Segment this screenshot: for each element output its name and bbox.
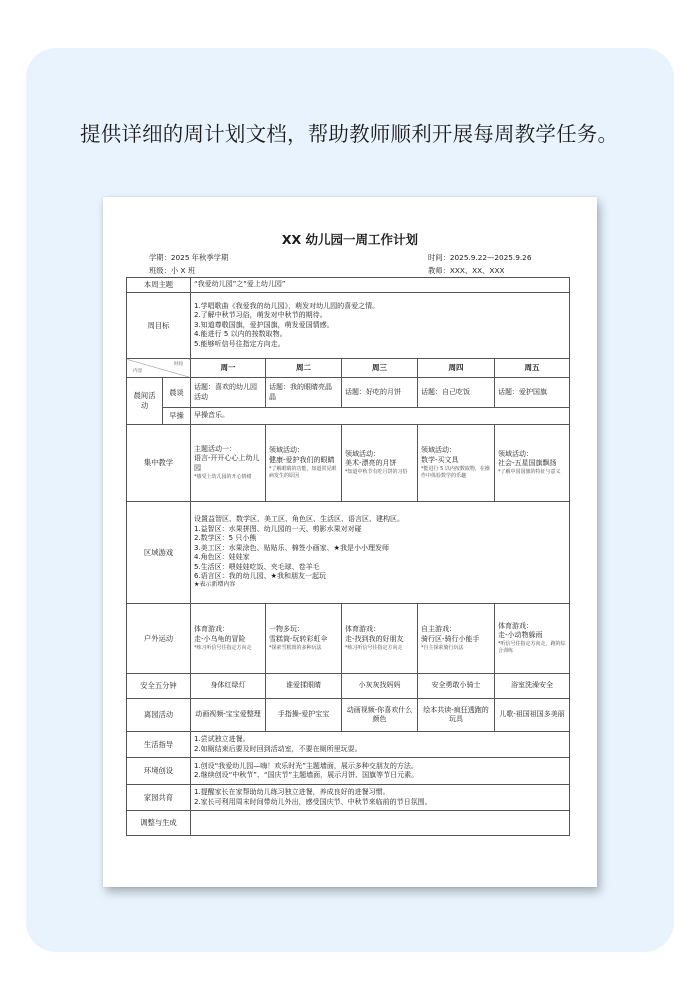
adjust-value	[191, 811, 570, 836]
outdoor-cell: 体育游戏： 走-小乌龟的冒险 *练习听信号往指定方向走	[191, 604, 266, 674]
life-label: 生活指导	[127, 732, 191, 758]
outdoor-cell: 一物多玩： 雪糕筒-玩转彩虹伞 *探索雪糕筒的多种玩法	[266, 604, 342, 674]
outdoor-cell: 体育游戏： 走-找到我的好朋友 *练习听信号往指定方向走	[342, 604, 418, 674]
day-header-fri: 周五	[495, 359, 570, 378]
goals-row	[127, 293, 570, 359]
talk-cell: 话题：喜欢的幼儿园活动	[191, 378, 266, 408]
goals-list	[191, 293, 570, 359]
goals-label: 周目标	[127, 293, 191, 359]
morning-talk-row	[127, 378, 570, 408]
goal-item: 4.能进行 5 以内的按数取物。	[194, 330, 287, 339]
talk-cell: 话题：爱护国旗	[495, 378, 570, 408]
safety-row	[127, 674, 570, 699]
areas-list	[191, 502, 570, 604]
home-list	[191, 785, 570, 811]
area-line: 设置益智区、数学区、美工区、角色区、生活区、语言区、建构区。	[194, 515, 404, 524]
morning-label: 晨间活动	[127, 378, 163, 425]
leaving-label: 离园活动	[127, 699, 191, 732]
leaving-cell: 动画视频-宝宝爱整理	[191, 699, 266, 732]
talk-cell: 话题：我的眼睛亮晶晶	[266, 378, 342, 408]
headline: 提供详细的周计划文档，帮助教师顺利开展每周教学任务。	[80, 122, 619, 146]
diagonal-header-cell	[127, 359, 191, 378]
exercise-label: 早操	[163, 408, 191, 425]
safety-cell: 浴室洗澡安全	[495, 674, 570, 699]
plan-document	[103, 197, 597, 887]
group-teaching-row	[127, 425, 570, 502]
outdoor-cell: 自主游戏： 骑行区-骑行小能手 *自主探索骑行玩法	[418, 604, 495, 674]
adjust-row	[127, 811, 570, 836]
environment-row	[127, 758, 570, 785]
area-line: 4.角色区：娃娃家	[194, 553, 250, 562]
class-label: 班级：小 X 班	[149, 266, 196, 275]
home-label: 家园共育	[127, 785, 191, 811]
content-corner-label: 内容	[133, 368, 143, 374]
goal-item: 1.学唱歌曲《我爱我的幼儿园》，萌发对幼儿园的喜爱之情。	[194, 301, 380, 310]
safety-cell: 安全勇敢小骑士	[418, 674, 495, 699]
time-range: 时间：2025.9.22—2025.9.26	[428, 253, 532, 262]
area-line: 1.益智区：水果拼图、幼儿园的一天、剪影水果对对碰	[194, 524, 362, 533]
area-line: 5.生活区：喂娃娃吃饭、夹毛球、卷羊毛	[194, 562, 320, 571]
day-header-thu: 周四	[418, 359, 495, 378]
day-header-row	[127, 359, 570, 378]
time-corner-label: 时间	[173, 362, 183, 367]
day-header-wed: 周三	[342, 359, 418, 378]
area-line: 6.语言区：我的幼儿园、★我和朋友一起玩	[194, 572, 326, 581]
leaving-cell: 儿歌-祖国祖国多美丽	[495, 699, 570, 732]
environment-list	[191, 758, 570, 785]
area-line: 3.美工区：水果涂色、贴贴乐、棉签小画家、★我是小小理发师	[194, 543, 389, 552]
exercise-value: 早操音乐。	[191, 408, 570, 425]
goal-item: 3.知道尊敬国旗，爱护国旗，萌发爱国情感。	[194, 320, 334, 329]
talk-label: 晨谈	[163, 378, 191, 408]
home-row	[127, 785, 570, 811]
group-cell: 领域活动： 数学-买文具 *能进行 5 以内按数取物，在操作中体验数学的乐趣	[418, 425, 495, 502]
morning-exercise-row	[127, 408, 570, 425]
plan-table	[126, 277, 570, 836]
leaving-row	[127, 699, 570, 732]
life-line: 1.尝试独立进餐。	[194, 735, 250, 744]
outdoor-cell: 体育游戏： 走-小动物躲雨 *听信号往指定方向走，跑的综合训练	[495, 604, 570, 674]
outdoor-row	[127, 604, 570, 674]
group-cell: 领域活动： 美术-漂亮的月饼 *知道中秋节有吃月饼的习俗	[342, 425, 418, 502]
safety-cell: 谁爱揉眼睛	[266, 674, 342, 699]
life-list	[191, 732, 570, 758]
leaving-cell: 手指操-爱护宝宝	[266, 699, 342, 732]
day-header-mon: 周一	[191, 359, 266, 378]
group-label: 集中教学	[127, 425, 191, 502]
safety-cell: 小灰灰找妈妈	[342, 674, 418, 699]
outdoor-label: 户外运动	[127, 604, 191, 674]
safety-label: 安全五分钟	[127, 674, 191, 699]
goal-item: 2.了解中秋节习俗，萌发对中秋节的期待。	[194, 311, 327, 320]
leaving-cell: 动画视频-你喜欢什么颜色	[342, 699, 418, 732]
area-line: 2.数学区：5 只小熊	[194, 534, 257, 543]
day-header-tue: 周二	[266, 359, 342, 378]
safety-cell: 身体红绿灯	[191, 674, 266, 699]
home-line: 2.家长可利用周末时间带幼儿外出，感受国庆节、中秋节来临前的节日氛围。	[194, 797, 432, 806]
adjust-label: 调整与生成	[127, 811, 191, 836]
group-cell: 主题活动一： 语言-开开心心上幼儿园 *感受上幼儿园的开心情绪	[191, 425, 266, 502]
leaving-cell: 绘本共读-疯狂透跑的玩具	[418, 699, 495, 732]
environment-line: 2.继续创设“中秋节”、“国庆节”主题墙面，展示月饼、国旗等节日元素。	[194, 771, 419, 779]
goal-item: 5.能够听信号往指定方向走。	[194, 339, 285, 348]
group-cell: 领域活动： 社会-五星国旗飘扬 *了解中国国旗的特征与意义	[495, 425, 570, 502]
group-cell: 领域活动： 健康-爱护我们的眼睛 *了解眼睛的功能，知道常见眼病发生的原因	[266, 425, 342, 502]
environment-label: 环境创设	[127, 758, 191, 785]
theme-value: “我爱幼儿园”之“爱上幼儿园”	[191, 278, 570, 293]
talk-cell: 话题：自己吃饭	[418, 378, 495, 408]
semester-label: 学期：2025 年秋季学期	[149, 253, 229, 262]
talk-cell: 话题：好吃的月饼	[342, 378, 418, 408]
area-games-row	[127, 502, 570, 604]
life-line: 2.如厕结束后要及时回到活动室，不要在厕所里玩耍。	[194, 744, 362, 753]
home-line: 1.提醒家长在家帮助幼儿练习独立进餐，养成良好的进餐习惯。	[194, 788, 390, 797]
theme-row	[127, 278, 570, 293]
teachers-label: 教师：XXX、XX、XXX	[428, 266, 505, 275]
doc-title: XX 幼儿园一周工作计划	[281, 232, 419, 247]
theme-label: 本周主题	[127, 278, 191, 293]
environment-line: 1.创设“我爱幼儿园—嗨！欢乐时光”主题墙面，展示多种交朋友的方法。	[194, 761, 418, 770]
life-row	[127, 732, 570, 758]
area-legend-note: ★表示新增内容	[194, 581, 236, 589]
areas-label: 区域游戏	[127, 502, 191, 604]
